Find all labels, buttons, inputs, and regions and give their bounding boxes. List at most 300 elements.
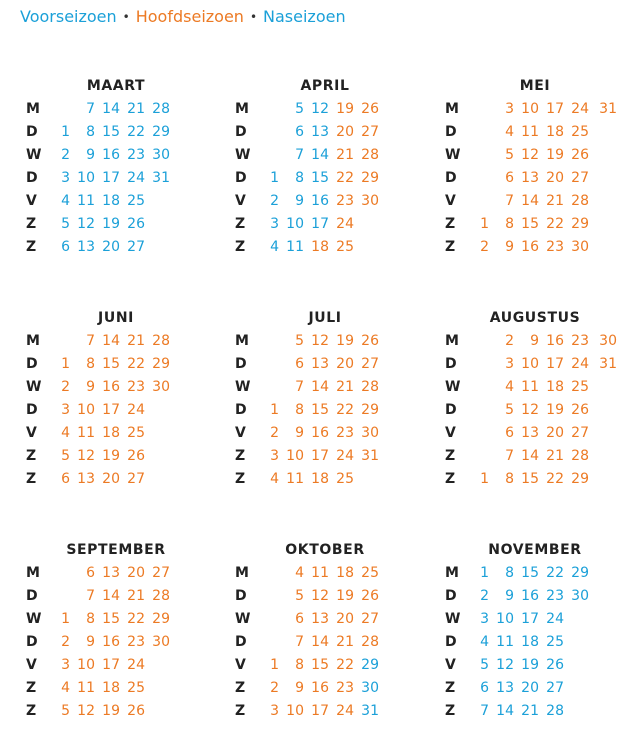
weekday-label: Z (26, 471, 37, 487)
weekday-label: D (235, 356, 247, 372)
calendar-day: 29 (571, 565, 589, 581)
calendar-day: 9 (505, 588, 514, 604)
calendar-day: 2 (505, 333, 514, 349)
weekday-row (445, 122, 623, 142)
calendar-day: 30 (361, 425, 379, 441)
calendar-day: 29 (361, 657, 379, 673)
calendar-day: 13 (496, 680, 514, 696)
calendar-day: 25 (361, 565, 379, 581)
weekday-row (26, 191, 206, 211)
calendar-day: 13 (521, 425, 539, 441)
calendar-day: 26 (127, 448, 145, 464)
weekday-label: W (235, 379, 251, 395)
calendar-day: 24 (336, 216, 354, 232)
calendar-day: 7 (295, 147, 304, 163)
calendar-day: 31 (599, 356, 617, 372)
weekday-label: D (26, 124, 38, 140)
calendar-day: 20 (102, 239, 120, 255)
calendar-day: 5 (295, 333, 304, 349)
calendar-day: 12 (521, 147, 539, 163)
calendar-day: 17 (102, 402, 120, 418)
calendar-day: 15 (521, 471, 539, 487)
weekday-row (235, 191, 415, 211)
calendar-day: 25 (571, 379, 589, 395)
calendar-day: 7 (86, 588, 95, 604)
calendar-day: 12 (77, 448, 95, 464)
calendar-day: 27 (127, 471, 145, 487)
calendar-day: 5 (505, 147, 514, 163)
weekday-row (235, 237, 415, 257)
month-title: MAART (86, 78, 146, 94)
weekday-row (26, 609, 206, 629)
weekday-row (235, 99, 415, 119)
calendar-day: 17 (102, 170, 120, 186)
weekday-row (235, 168, 415, 188)
calendar-day: 20 (102, 471, 120, 487)
month-oktober (235, 542, 415, 742)
weekday-row (445, 237, 623, 257)
weekday-row (445, 400, 623, 420)
calendar-day: 13 (77, 239, 95, 255)
calendar-day: 23 (127, 379, 145, 395)
weekday-label: Z (26, 239, 37, 255)
calendar-day: 21 (546, 193, 564, 209)
calendar-day: 6 (505, 170, 514, 186)
weekday-label: Z (235, 703, 246, 719)
calendar-day: 13 (102, 565, 120, 581)
calendar-day: 15 (521, 565, 539, 581)
calendar-day: 31 (361, 703, 379, 719)
weekday-row (235, 377, 415, 397)
calendar-day: 9 (295, 193, 304, 209)
weekday-row (445, 99, 623, 119)
calendar-day: 10 (286, 216, 304, 232)
weekday-label: D (445, 588, 457, 604)
calendar-day: 17 (546, 101, 564, 117)
calendar-day: 23 (546, 588, 564, 604)
calendar-day: 22 (336, 402, 354, 418)
weekday-label: D (26, 634, 38, 650)
calendar-day: 30 (152, 634, 170, 650)
calendar-day: 26 (361, 101, 379, 117)
calendar-day: 19 (521, 657, 539, 673)
calendar-day: 9 (505, 239, 514, 255)
weekday-label: Z (26, 216, 37, 232)
calendar-day: 24 (127, 170, 145, 186)
calendar-day: 25 (571, 124, 589, 140)
weekday-row (235, 632, 415, 652)
calendar-day: 22 (546, 216, 564, 232)
weekday-row (235, 423, 415, 443)
calendar-day: 7 (505, 448, 514, 464)
weekday-label: V (235, 193, 246, 209)
month-november (445, 542, 623, 742)
weekday-label: V (445, 657, 456, 673)
calendar-day: 25 (336, 239, 354, 255)
weekday-label: D (235, 124, 247, 140)
weekday-label: M (26, 333, 40, 349)
calendar-day: 9 (86, 634, 95, 650)
weekday-label: D (445, 124, 457, 140)
calendar-day: 5 (480, 657, 489, 673)
calendar-day: 28 (361, 379, 379, 395)
calendar-day: 2 (270, 193, 279, 209)
weekday-row (445, 145, 623, 165)
calendar-day: 4 (61, 680, 70, 696)
calendar-day: 8 (505, 216, 514, 232)
weekday-label: Z (26, 680, 37, 696)
calendar-day: 22 (546, 471, 564, 487)
calendar-day: 31 (361, 448, 379, 464)
calendar-day: 23 (127, 634, 145, 650)
calendar-day: 28 (546, 703, 564, 719)
calendar-day: 16 (521, 239, 539, 255)
weekday-label: W (26, 147, 42, 163)
weekday-label: V (26, 657, 37, 673)
weekday-label: D (235, 588, 247, 604)
calendar-day: 23 (336, 193, 354, 209)
weekday-row (445, 191, 623, 211)
calendar-day: 12 (311, 588, 329, 604)
month-maart (26, 78, 206, 278)
weekday-label: D (26, 356, 38, 372)
calendar-day: 3 (61, 170, 70, 186)
calendar-day: 2 (270, 425, 279, 441)
calendar-day: 12 (521, 402, 539, 418)
weekday-label: Z (445, 471, 456, 487)
calendar-day: 8 (295, 402, 304, 418)
calendar-day: 14 (102, 333, 120, 349)
calendar-day: 13 (311, 124, 329, 140)
calendar-day: 18 (102, 193, 120, 209)
weekday-row (235, 609, 415, 629)
weekday-row (235, 446, 415, 466)
calendar-day: 15 (521, 216, 539, 232)
calendar-day: 19 (546, 402, 564, 418)
calendar-day: 10 (521, 356, 539, 372)
weekday-row (235, 655, 415, 675)
calendar-day: 26 (571, 147, 589, 163)
weekday-row (235, 354, 415, 374)
calendar-day: 27 (571, 170, 589, 186)
calendar-day: 9 (86, 147, 95, 163)
calendar-day: 29 (571, 216, 589, 232)
weekday-row (26, 168, 206, 188)
weekday-label: Z (26, 703, 37, 719)
calendar-day: 14 (311, 379, 329, 395)
calendar-day: 21 (336, 379, 354, 395)
calendar-day: 21 (546, 448, 564, 464)
calendar-day: 20 (336, 356, 354, 372)
calendar-day: 28 (361, 634, 379, 650)
calendar-day: 18 (102, 425, 120, 441)
calendar-day: 4 (480, 634, 489, 650)
calendar-day: 6 (295, 356, 304, 372)
calendar-day: 23 (546, 239, 564, 255)
calendar-day: 26 (546, 657, 564, 673)
calendar-day: 27 (361, 356, 379, 372)
calendar-day: 15 (311, 402, 329, 418)
calendar-day: 23 (336, 425, 354, 441)
calendar-day: 20 (336, 611, 354, 627)
calendar-day: 16 (311, 680, 329, 696)
calendar-day: 16 (102, 634, 120, 650)
calendar-day: 15 (102, 611, 120, 627)
calendar-day: 13 (77, 471, 95, 487)
weekday-row (445, 354, 623, 374)
calendar-day: 25 (336, 471, 354, 487)
calendar-day: 6 (61, 471, 70, 487)
calendar-day: 5 (295, 101, 304, 117)
calendar-day: 24 (571, 101, 589, 117)
calendar-day: 10 (496, 611, 514, 627)
calendar-day: 16 (311, 193, 329, 209)
calendar-day: 5 (61, 448, 70, 464)
weekday-label: M (235, 565, 249, 581)
legend-separator: • (122, 10, 130, 24)
calendar-day: 18 (311, 239, 329, 255)
weekday-label: Z (235, 448, 246, 464)
calendar-day: 21 (127, 101, 145, 117)
calendar-day: 11 (521, 124, 539, 140)
calendar-day: 24 (546, 611, 564, 627)
calendar-day: 7 (295, 634, 304, 650)
weekday-row (26, 331, 206, 351)
calendar-day: 3 (270, 216, 279, 232)
weekday-row (235, 122, 415, 142)
legend-main-season: Hoofdseizoen (135, 7, 244, 26)
calendar-day: 15 (102, 356, 120, 372)
weekday-row (26, 122, 206, 142)
calendar-day: 8 (86, 611, 95, 627)
calendar-day: 6 (295, 124, 304, 140)
weekday-label: D (235, 402, 247, 418)
calendar-day: 27 (571, 425, 589, 441)
month-april (235, 78, 415, 278)
calendar-day: 8 (86, 356, 95, 372)
weekday-row (235, 331, 415, 351)
weekday-row (26, 354, 206, 374)
calendar-day: 26 (571, 402, 589, 418)
calendar-day: 11 (77, 680, 95, 696)
calendar-day: 29 (571, 471, 589, 487)
calendar-day: 3 (505, 356, 514, 372)
calendar-day: 21 (336, 147, 354, 163)
month-title: JUNI (98, 310, 134, 326)
calendar-day: 25 (127, 193, 145, 209)
weekday-label: V (26, 425, 37, 441)
calendar-day: 7 (505, 193, 514, 209)
weekday-label: D (26, 402, 38, 418)
calendar-day: 3 (270, 703, 279, 719)
calendar-day: 22 (127, 611, 145, 627)
weekday-row (445, 632, 623, 652)
calendar-day: 3 (270, 448, 279, 464)
calendar-day: 19 (336, 588, 354, 604)
calendar-day: 10 (77, 657, 95, 673)
weekday-label: Z (445, 216, 456, 232)
weekday-label: Z (235, 239, 246, 255)
calendar-day: 25 (546, 634, 564, 650)
calendar-day: 1 (61, 356, 70, 372)
calendar-day: 22 (127, 124, 145, 140)
calendar-day: 8 (505, 471, 514, 487)
weekday-row (235, 214, 415, 234)
calendar-day: 5 (61, 703, 70, 719)
weekday-label: D (445, 170, 457, 186)
calendar-day: 11 (77, 425, 95, 441)
calendar-day: 20 (127, 565, 145, 581)
calendar-day: 26 (361, 588, 379, 604)
calendar-day: 27 (361, 611, 379, 627)
calendar-day: 13 (521, 170, 539, 186)
calendar-day: 23 (127, 147, 145, 163)
weekday-label: Z (235, 680, 246, 696)
calendar-day: 29 (152, 611, 170, 627)
weekday-label: W (235, 611, 251, 627)
weekday-row (445, 586, 623, 606)
weekday-label: M (235, 333, 249, 349)
calendar-day: 28 (152, 333, 170, 349)
weekday-row (26, 400, 206, 420)
calendar-day: 1 (61, 124, 70, 140)
legend-post-season: Naseizoen (263, 7, 346, 26)
weekday-label: Z (445, 680, 456, 696)
weekday-label: D (235, 634, 247, 650)
weekday-label: D (445, 402, 457, 418)
calendar-day: 24 (571, 356, 589, 372)
calendar-day: 28 (152, 101, 170, 117)
legend-separator: • (249, 10, 258, 24)
calendar-day: 30 (599, 333, 617, 349)
calendar-day: 19 (546, 147, 564, 163)
weekday-row (445, 655, 623, 675)
weekday-row (445, 168, 623, 188)
calendar-day: 3 (505, 101, 514, 117)
calendar-day: 21 (127, 333, 145, 349)
weekday-row (445, 469, 623, 489)
weekday-row (235, 400, 415, 420)
calendar-day: 14 (311, 147, 329, 163)
calendar-day: 21 (127, 588, 145, 604)
calendar-day: 24 (336, 703, 354, 719)
calendar-day: 1 (480, 565, 489, 581)
calendar-day: 4 (270, 471, 279, 487)
weekday-label: V (235, 425, 246, 441)
calendar-day: 31 (599, 101, 617, 117)
calendar-day: 18 (521, 634, 539, 650)
calendar-day: 10 (286, 703, 304, 719)
weekday-label: Z (445, 448, 456, 464)
calendar-day: 29 (361, 170, 379, 186)
calendar-day: 30 (571, 239, 589, 255)
weekday-label: V (235, 657, 246, 673)
weekday-row (26, 99, 206, 119)
month-title: AUGUSTUS (489, 310, 581, 326)
calendar-day: 28 (152, 588, 170, 604)
weekday-label: Z (235, 216, 246, 232)
calendar-day: 27 (152, 565, 170, 581)
calendar-day: 29 (152, 124, 170, 140)
month-title: NOVEMBER (488, 542, 582, 558)
weekday-label: M (26, 101, 40, 117)
weekday-row (445, 331, 623, 351)
calendar-day: 16 (102, 147, 120, 163)
weekday-label: W (235, 147, 251, 163)
weekday-label: V (445, 425, 456, 441)
weekday-row (26, 632, 206, 652)
calendar-day: 22 (127, 356, 145, 372)
calendar-day: 2 (270, 680, 279, 696)
calendar-day: 12 (496, 657, 514, 673)
calendar-day: 17 (521, 611, 539, 627)
weekday-label: W (445, 611, 461, 627)
calendar-day: 29 (152, 356, 170, 372)
calendar-day: 4 (61, 193, 70, 209)
weekday-label: M (445, 101, 459, 117)
calendar-day: 30 (571, 588, 589, 604)
calendar-day: 6 (295, 611, 304, 627)
calendar-day: 5 (505, 402, 514, 418)
calendar-day: 21 (336, 634, 354, 650)
weekday-row (26, 446, 206, 466)
calendar-day: 21 (521, 703, 539, 719)
weekday-label: V (445, 193, 456, 209)
weekday-row (26, 214, 206, 234)
calendar-day: 28 (571, 193, 589, 209)
calendar-day: 2 (480, 588, 489, 604)
weekday-row (445, 609, 623, 629)
calendar-day: 30 (361, 193, 379, 209)
weekday-label: M (235, 101, 249, 117)
calendar-day: 10 (286, 448, 304, 464)
calendar-day: 15 (102, 124, 120, 140)
calendar-day: 8 (86, 124, 95, 140)
calendar-day: 28 (571, 448, 589, 464)
calendar-day: 1 (480, 216, 489, 232)
calendar-day: 2 (480, 239, 489, 255)
calendar-day: 11 (77, 193, 95, 209)
weekday-label: W (445, 147, 461, 163)
calendar-day: 2 (61, 147, 70, 163)
calendar-day: 3 (61, 402, 70, 418)
weekday-row (26, 237, 206, 257)
weekday-row (26, 586, 206, 606)
calendar-day: 11 (521, 379, 539, 395)
weekday-row (26, 145, 206, 165)
calendar-day: 29 (361, 402, 379, 418)
calendar-day: 14 (102, 101, 120, 117)
calendar-day: 22 (336, 657, 354, 673)
calendar-day: 8 (505, 565, 514, 581)
calendar-day: 4 (295, 565, 304, 581)
weekday-row (26, 655, 206, 675)
calendar-day: 19 (336, 333, 354, 349)
calendar-day: 9 (295, 680, 304, 696)
calendar-day: 6 (86, 565, 95, 581)
month-title: SEPTEMBER (66, 542, 166, 558)
weekday-label: Z (445, 703, 456, 719)
calendar-day: 18 (546, 124, 564, 140)
weekday-label: M (445, 565, 459, 581)
calendar-day: 7 (86, 101, 95, 117)
calendar-day: 5 (295, 588, 304, 604)
weekday-row (235, 469, 415, 489)
weekday-label: D (26, 588, 38, 604)
calendar-day: 22 (336, 170, 354, 186)
calendar-day: 12 (311, 101, 329, 117)
calendar-day: 24 (127, 402, 145, 418)
